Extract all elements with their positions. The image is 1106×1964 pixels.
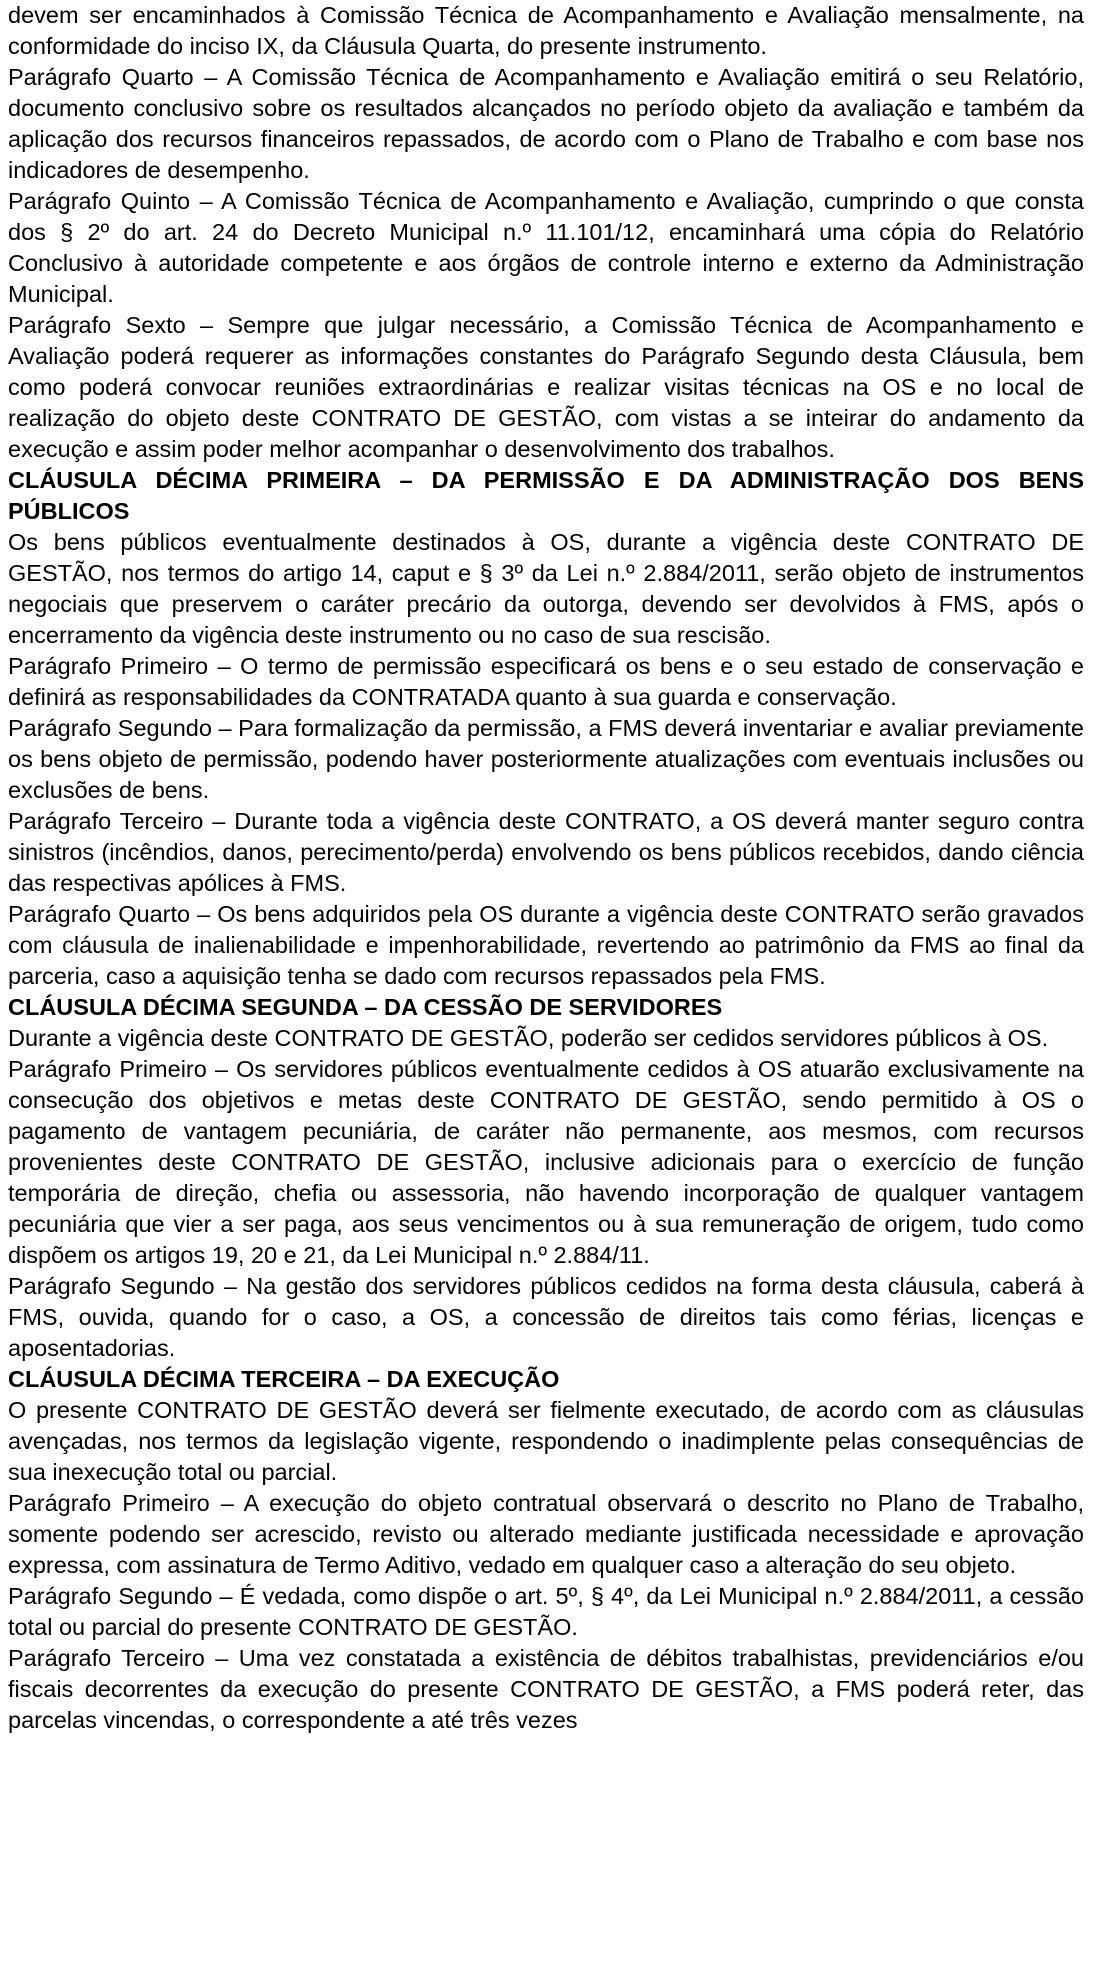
paragraph: O presente CONTRATO DE GESTÃO deverá ser fielmente executado, de acordo com as cláusulas avençadas, nos termos da legislação vigente, respondendo o inadimplente pelas consequências de sua inexecução total ou parcial. bbox=[8, 1397, 1084, 1485]
paragraph: Parágrafo Primeiro – O termo de permissão especificará os bens e o seu estado de conservação e definirá as responsabilidades da CONTRATADA quanto à sua guarda e conservação. bbox=[8, 653, 1084, 710]
paragraph: Parágrafo Terceiro – Durante toda a vigência deste CONTRATO, a OS deverá manter seguro contra sinistros (incêndios, danos, perecimento/perda) envolvendo os bens públicos recebidos, dando ciência das respectivas apólices à FMS. bbox=[8, 808, 1084, 896]
paragraph: Parágrafo Segundo – É vedada, como dispõe o art. 5º, § 4º, da Lei Municipal n.º 2.884/2011, a cessão total ou parcial do presente CONTRATO DE GESTÃO. bbox=[8, 1583, 1084, 1640]
paragraph: Durante a vigência deste CONTRATO DE GESTÃO, poderão ser cedidos servidores públicos à OS. bbox=[8, 1025, 1049, 1051]
paragraph: Parágrafo Quinto – A Comissão Técnica de Acompanhamento e Avaliação, cumprindo o que consta dos § 2º do art. 24 do Decreto Municipal n.º 11.101/12, encaminhará uma cópia do Relatório Conclusivo à autoridade competente e aos órgãos de controle interno e externo da Administração Municipal. bbox=[8, 188, 1084, 307]
paragraph: Parágrafo Quarto – A Comissão Técnica de Acompanhamento e Avaliação emitirá o seu Relatório, documento conclusivo sobre os resultados alcançados no período objeto da avaliação e também da aplicação dos recursos financeiros repassados, de acordo com o Plano de Trabalho e com base nos indicadores de desempenho. bbox=[8, 64, 1084, 183]
paragraph: Parágrafo Segundo – Na gestão dos servidores públicos cedidos na forma desta cláusula, caberá à FMS, ouvida, quando for o caso, a OS, a concessão de direitos tais como férias, licenças e aposentadorias. bbox=[8, 1273, 1084, 1361]
paragraph: Parágrafo Primeiro – Os servidores públicos eventualmente cedidos à OS atuarão exclusivamente na consecução dos objetivos e metas deste CONTRATO DE GESTÃO, sendo permitido à OS o pagamento de vantagem pecuniária, de caráter não permanente, aos mesmos, com recursos provenientes deste CONTRATO DE GESTÃO, inclusive adicionais para o exercício de função temporária de direção, chefia ou assessoria, não havendo incorporação de qualquer vantagem pecuniária que vier a ser paga, aos seus vencimentos ou à sua remuneração de origem, tudo como dispõem os artigos 19, 20 e 21, da Lei Municipal n.º 2.884/11. bbox=[8, 1056, 1084, 1268]
paragraph: Parágrafo Terceiro – Uma vez constatada a existência de débitos trabalhistas, previdenciários e/ou fiscais decorrentes da execução do presente CONTRATO DE GESTÃO, a FMS poderá reter, das parcelas vincendas, o correspondente a até três vezes bbox=[8, 1645, 1084, 1733]
clause-heading: CLÁUSULA DÉCIMA PRIMEIRA – DA PERMISSÃO E DA ADMINISTRAÇÃO DOS BENS PÚBLICOS bbox=[8, 467, 1084, 524]
paragraph: Parágrafo Sexto – Sempre que julgar necessário, a Comissão Técnica de Acompanhamento e Avaliação poderá requerer as informações constantes do Parágrafo Segundo desta Cláusula, bem como poderá convocar reuniões extraordinárias e realizar visitas técnicas na OS e no local de realização do objeto deste CONTRATO DE GESTÃO, com vistas a se inteirar do andamento da execução e assim poder melhor acompanhar o desenvolvimento dos trabalhos. bbox=[8, 312, 1084, 462]
clause-heading: CLÁUSULA DÉCIMA TERCEIRA – DA EXECUÇÃO bbox=[8, 1366, 560, 1392]
paragraph: Parágrafo Quarto – Os bens adquiridos pela OS durante a vigência deste CONTRATO serão gravados com cláusula de inalienabilidade e impenhorabilidade, revertendo ao patrimônio da FMS ao final da parceria, caso a aquisição tenha se dado com recursos repassados pela FMS. bbox=[8, 901, 1084, 989]
paragraph: Parágrafo Segundo – Para formalização da permissão, a FMS deverá inventariar e avaliar previamente os bens objeto de permissão, podendo haver posteriormente atualizações com eventuais inclusões ou exclusões de bens. bbox=[8, 715, 1084, 803]
paragraph: Os bens públicos eventualmente destinados à OS, durante a vigência deste CONTRATO DE GESTÃO, nos termos do artigo 14, caput e § 3º da Lei n.º 2.884/2011, serão objeto de instrumentos negociais que preservem o caráter precário da outorga, devendo ser devolvidos à FMS, após o encerramento da vigência deste instrumento ou no caso de sua rescisão. bbox=[8, 529, 1084, 648]
paragraph: devem ser encaminhados à Comissão Técnica de Acompanhamento e Avaliação mensalmente, na conformidade do inciso IX, da Cláusula Quarta, do presente instrumento. bbox=[8, 2, 1084, 59]
paragraph: Parágrafo Primeiro – A execução do objeto contratual observará o descrito no Plano de Trabalho, somente podendo ser acrescido, revisto ou alterado mediante justificada necessidade e aprovação expressa, com assinatura de Termo Aditivo, vedado em qualquer caso a alteração do seu objeto. bbox=[8, 1490, 1084, 1578]
clause-heading: CLÁUSULA DÉCIMA SEGUNDA – DA CESSÃO DE SERVIDORES bbox=[8, 994, 723, 1020]
